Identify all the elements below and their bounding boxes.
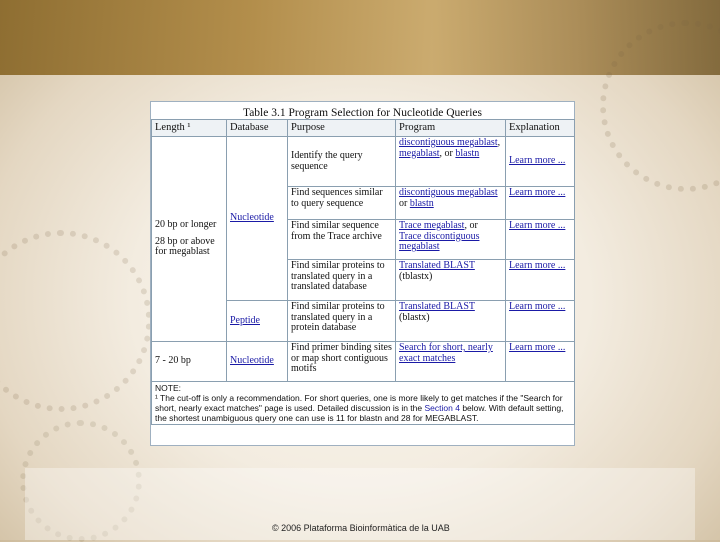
program-cell: Trace megablast, or Trace discontiguous megablast xyxy=(396,220,506,260)
header-program: Program xyxy=(396,120,506,137)
table-row xyxy=(152,342,575,382)
program-link[interactable]: Trace discontiguous megablast xyxy=(399,230,480,252)
purpose-cell: Find similar proteins to translated query in a protein database xyxy=(288,301,396,342)
note-text: below. With default setting, the shortest unambiguous query one can use is 11 for blastn and 28 for MEGABLAST. xyxy=(155,403,564,423)
note-row xyxy=(152,382,575,425)
explanation-cell xyxy=(506,187,575,220)
explanation-cell xyxy=(506,260,575,301)
program-cell: Translated BLAST (tblastx) xyxy=(396,260,506,301)
program-link[interactable]: Search for short, nearly exact matches xyxy=(399,342,493,364)
header-purpose: Purpose xyxy=(288,120,396,137)
database-cell xyxy=(227,342,288,382)
database-link[interactable]: Peptide xyxy=(230,314,260,326)
note-label: NOTE: xyxy=(155,383,181,393)
program-link[interactable]: discontiguous megablast xyxy=(399,187,498,198)
table-header-row xyxy=(152,120,575,137)
learn-more-link[interactable]: Learn more ... xyxy=(509,301,566,312)
program-cell: discontiguous megablast or blastn xyxy=(396,187,506,220)
database-cell xyxy=(227,301,288,342)
program-selection-table-image xyxy=(150,101,575,446)
explanation-cell xyxy=(506,342,575,382)
header-database: Database xyxy=(227,120,288,137)
program-link[interactable]: Trace megablast xyxy=(399,220,465,231)
database-link[interactable]: Nucleotide xyxy=(230,212,274,224)
note-text: ¹ The cut-off is only a recommendation. For short queries, one is more likely to get matches if the "Search for short, nearly exact matches" page is used. Detailed discussion is in the xyxy=(155,393,563,413)
header-length: Length ¹ xyxy=(152,120,227,137)
purpose-cell: Find similar proteins to translated query in a translated database xyxy=(288,260,396,301)
purpose-cell: Find sequences similar to query sequence xyxy=(288,187,396,220)
program-cell xyxy=(396,342,506,382)
learn-more-link[interactable]: Learn more ... xyxy=(509,260,566,271)
program-link[interactable]: blastn xyxy=(455,147,480,159)
footer-copyright: © 2006 Plataforma Bioinformàtica de la UAB xyxy=(272,523,450,533)
section-4-link[interactable]: Section 4 xyxy=(424,403,460,413)
learn-more-link[interactable]: Learn more ... xyxy=(509,342,566,353)
header-explanation: Explanation xyxy=(506,120,575,137)
purpose-cell: Find primer binding sites or map short contiguous motifs xyxy=(288,342,396,382)
database-link[interactable]: Nucleotide xyxy=(230,355,274,367)
explanation-cell xyxy=(506,301,575,342)
program-link[interactable]: megablast xyxy=(399,147,440,159)
database-cell xyxy=(227,137,288,301)
program-link[interactable]: discontiguous megablast xyxy=(399,137,498,148)
table-title: Table 3.1 Program Selection for Nucleotide Queries xyxy=(242,107,483,119)
program-link[interactable]: blastn xyxy=(409,197,434,209)
program-link[interactable]: Translated BLAST xyxy=(399,301,475,312)
length-cell: 7 - 20 bp xyxy=(152,342,227,382)
explanation-cell xyxy=(506,220,575,260)
length-cell: 20 bp or longer 28 bp or above for megablast xyxy=(152,137,227,342)
explanation-cell xyxy=(506,137,575,187)
learn-more-link[interactable]: Learn more ... xyxy=(509,220,566,231)
program-cell: discontiguous megablast, megablast, or blastn xyxy=(396,137,506,187)
gear-decoration xyxy=(0,230,152,412)
purpose-cell: Identify the query sequence xyxy=(288,137,396,187)
program-selection-table xyxy=(151,119,575,425)
note-cell xyxy=(152,382,575,425)
program-link[interactable]: Translated BLAST xyxy=(399,260,475,271)
purpose-cell: Find similar sequence from the Trace archive xyxy=(288,220,396,260)
program-cell: Translated BLAST (blastx) xyxy=(396,301,506,342)
learn-more-link[interactable]: Learn more ... xyxy=(509,187,566,198)
learn-more-link[interactable]: Learn more ... xyxy=(509,155,566,167)
table-row xyxy=(152,137,575,187)
